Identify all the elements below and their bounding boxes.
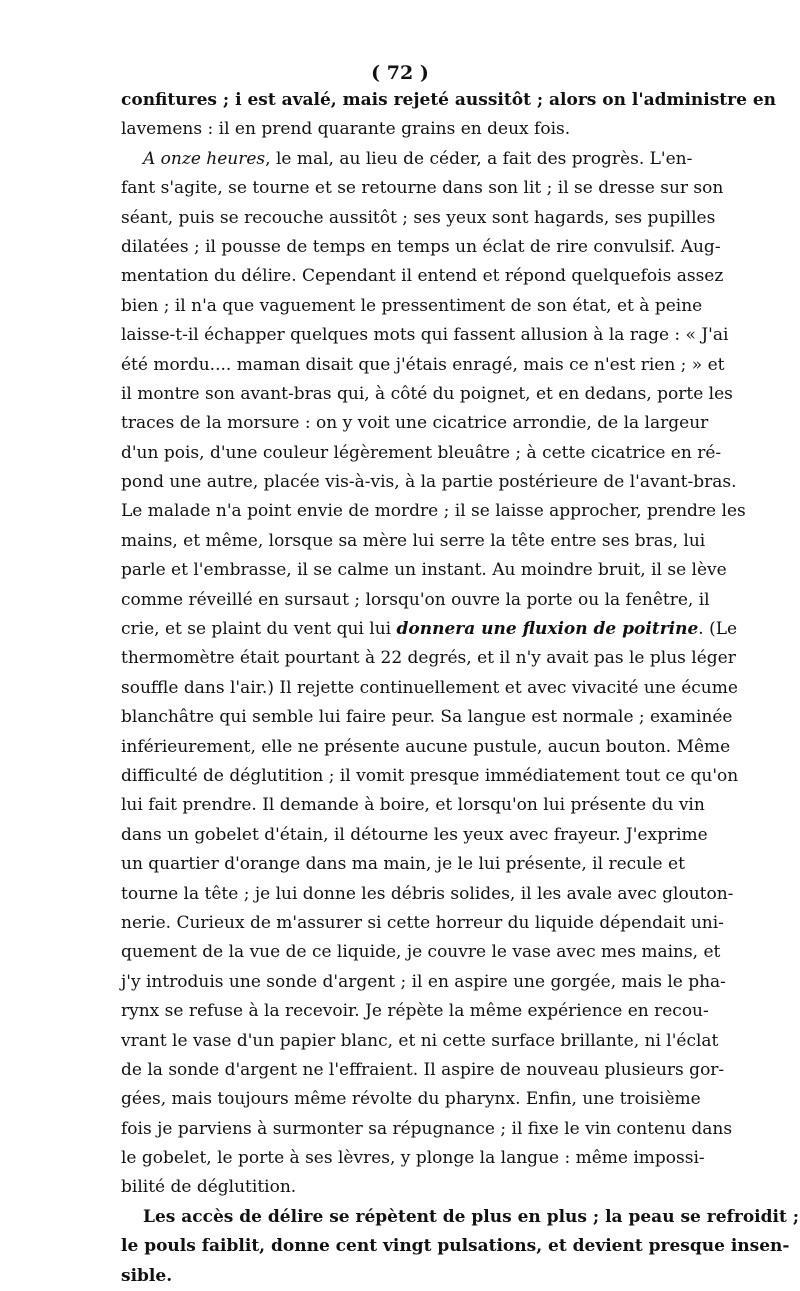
text-line: [121, 821, 708, 850]
text-segment: d'un pois, d'une couleur légèrement bleuâtre ; à cette cicatrice en ré-: [121, 442, 722, 463]
text-line: [121, 1115, 733, 1144]
text-line: [121, 1262, 681, 1291]
text-segment: bilité de déglutition.: [121, 1177, 297, 1198]
text-line: [121, 1203, 800, 1232]
text-line: [121, 439, 722, 468]
text-segment: lavemens : il en prend quarante grains en deux fois.: [121, 119, 571, 140]
text-line: [121, 468, 737, 497]
text-line: [121, 880, 734, 909]
text-segment: souffle dans l'air.) Il rejette continuellement et avec vivacité une écume: [121, 677, 738, 698]
text-segment: gées, mais toujours même révolte du pharynx. Enfin, une troisième: [121, 1089, 701, 1110]
italic-text-segment: donnera une fluxion de poitrine: [396, 619, 699, 640]
text-line: [121, 586, 710, 615]
text-line: [121, 1085, 701, 1114]
text-segment: il montre son avant-bras qui, à côté du poignet, et en dedans, porte les: [121, 383, 733, 404]
text-segment: lui fait prendre. Il demande à boire, et lorsqu'on lui présente du vin: [121, 795, 705, 816]
text-segment: été mordu.... maman disait que j'étais enragé, mais ce n'est rien ; » et: [121, 354, 725, 375]
text-segment: de la sonde d'argent ne l'effraient. Il aspire de nouveau plusieurs gor-: [121, 1059, 725, 1080]
text-segment: vrant le vase d'un papier blanc, et ni cette surface brillante, ni l'éclat: [121, 1030, 719, 1051]
text-segment: le pouls faiblit, donne cent vingt pulsations, et devient presque insen-: [121, 1236, 790, 1257]
text-segment: mains, et même, lorsque sa mère lui serre la tête entre ses bras, lui: [121, 530, 706, 551]
text-segment: séant, puis se recouche aussitôt ; ses yeux sont hagards, ses pupilles: [121, 207, 716, 228]
text-line: [121, 968, 726, 997]
text-segment: j'y introduis une sonde d'argent ; il en aspire une gorgée, mais le pha-: [121, 971, 726, 992]
text-segment: . (Le: [698, 619, 738, 640]
text-line: [121, 615, 738, 644]
text-line: [121, 733, 731, 762]
text-line: [121, 497, 746, 526]
text-segment: parle et l'embrasse, il se calme un instant. Au moindre bruit, il se lève: [121, 560, 727, 581]
text-segment: tourne la tête ; je lui donne les débris solides, il les avale avec glouton-: [121, 883, 734, 904]
text-line: [121, 938, 721, 967]
text-segment: mentation du délire. Cependant il entend et répond quelquefois assez: [121, 266, 724, 287]
text-segment: bien ; il n'a que vaguement le pressentiment de son état, et à peine: [121, 295, 703, 316]
text-line: [121, 145, 693, 174]
text-line: [121, 292, 703, 321]
text-segment: laisse-t-il échapper quelques mots qui fassent allusion à la rage : « J'ai: [121, 325, 729, 346]
text-line: [121, 556, 727, 585]
text-line: [121, 262, 724, 291]
text-line: [121, 204, 716, 233]
italic-text-segment: A onze heures: [143, 148, 266, 169]
text-line: [121, 380, 733, 409]
text-line: [121, 1056, 725, 1085]
text-segment: nerie. Curieux de m'assurer si cette horreur du liquide dépendait uni-: [121, 912, 724, 933]
text-line: [121, 1232, 790, 1261]
text-line: [121, 409, 709, 438]
text-segment: fant s'agite, se tourne et se retourne dans son lit ; il se dresse sur son: [121, 178, 724, 199]
text-segment: pond une autre, placée vis-à-vis, à la partie postérieure de l'avant-bras.: [121, 472, 737, 493]
text-line: [121, 1173, 681, 1202]
text-line: [121, 762, 739, 791]
text-line: [121, 351, 725, 380]
text-segment: quement de la vue de ce liquide, je couvre le vase avec mes mains, et: [121, 942, 721, 963]
text-line: [121, 321, 729, 350]
text-segment: comme réveillé en sursaut ; lorsqu'on ouvre la porte ou la fenêtre, il: [121, 589, 710, 610]
text-segment: blanchâtre qui semble lui faire peur. Sa langue est normale ; examinée: [121, 707, 733, 728]
text-line: [121, 674, 738, 703]
text-segment: dans un gobelet d'étain, il détourne les yeux avec frayeur. J'exprime: [121, 824, 708, 845]
text-line: [121, 174, 724, 203]
text-segment: dilatées ; il pousse de temps en temps un éclat de rire convulsif. Aug-: [121, 236, 721, 257]
text-segment: , le mal, au lieu de céder, a fait des progrès. L'en-: [265, 148, 693, 169]
text-segment: Le malade n'a point envie de mordre ; il se laisse approcher, prendre les: [121, 501, 746, 522]
text-line: [121, 703, 733, 732]
text-segment: Les accès de délire se répètent de plus en plus ; la peau se refroidit ;: [143, 1206, 800, 1227]
text-line: [121, 644, 736, 673]
text-line: [121, 115, 681, 144]
text-segment: un quartier d'orange dans ma main, je le lui présente, il recule et: [121, 854, 685, 875]
body-text: [121, 86, 800, 1291]
text-segment: thermomètre était pourtant à 22 degrés, et il n'y avait pas le plus léger: [121, 648, 736, 669]
text-segment: difficulté de déglutition ; il vomit presque immédiatement tout ce qu'on: [121, 765, 739, 786]
text-line: [121, 997, 709, 1026]
text-line: [121, 1144, 705, 1173]
text-segment: inférieurement, elle ne présente aucune pustule, aucun bouton. Même: [121, 736, 731, 757]
text-line: [121, 527, 706, 556]
text-line: [121, 791, 705, 820]
page-number: ( 72 ): [371, 62, 429, 84]
text-segment: confitures ; i est avalé, mais rejeté aussitôt ; alors on l'administre en: [121, 90, 777, 110]
text-segment: fois je parviens à surmonter sa répugnance ; il fixe le vin contenu dans: [121, 1118, 733, 1139]
text-line: [121, 1027, 719, 1056]
text-line: [121, 850, 685, 879]
text-segment: traces de la morsure : on y voit une cicatrice arrondie, de la largeur: [121, 413, 709, 434]
text-segment: rynx se refuse à la recevoir. Je répète la même expérience en recou-: [121, 1001, 709, 1022]
text-segment: sible.: [121, 1265, 173, 1286]
text-line: [121, 86, 777, 115]
text-segment: crie, et se plaint du vent qui lui: [121, 619, 397, 640]
text-line: [121, 233, 721, 262]
text-line: [121, 909, 724, 938]
text-segment: le gobelet, le porte à ses lèvres, y plonge la langue : même impossi-: [121, 1148, 705, 1169]
